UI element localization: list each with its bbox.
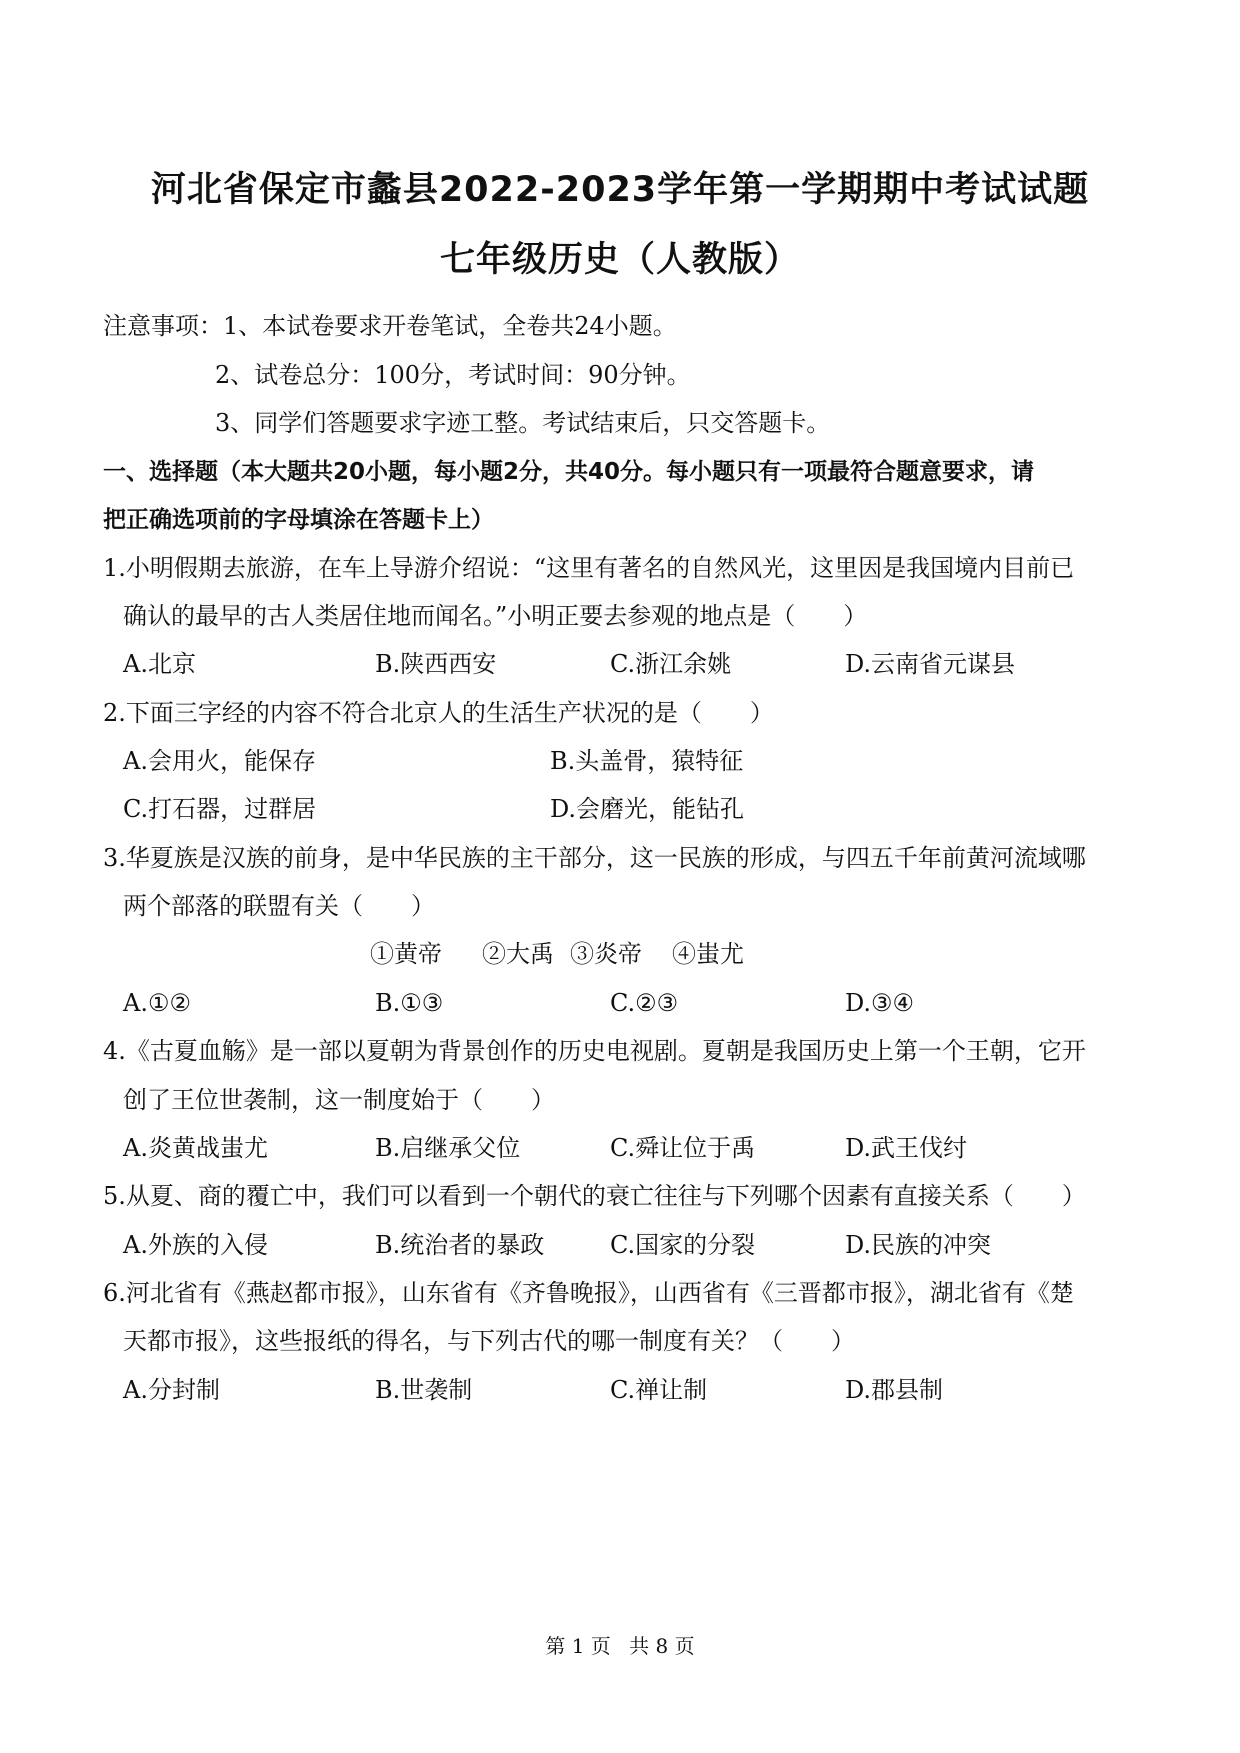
q4-option-c: C.舜让位于禹 [610,1134,756,1162]
q2-option-c: C.打石器，过群居 [123,795,317,823]
q3-item-2: ②大禹 [482,940,554,968]
q3-option-c: C.②③ [610,989,679,1017]
question-5-stem: 5.从夏、商的覆亡中，我们可以看到一个朝代的衰亡往往与下列哪个因素有直接关系（ ） [103,1182,1086,1210]
q5-option-b: B.统治者的暴政 [375,1231,545,1259]
q1-option-a: A.北京 [123,650,196,678]
question-4-stem: 4.《古夏血觞》是一部以夏朝为背景创作的历史电视剧。夏朝是我国历史上第一个王朝，它开 [103,1037,1086,1065]
q6-option-a: A.分封制 [123,1376,220,1404]
q2-option-a: A.会用火，能保存 [123,747,316,775]
question-2-stem: 2.下面三字经的内容不符合北京人的生活生产状况的是（ ） [103,699,774,727]
q3-option-b: B.①③ [375,989,444,1017]
exam-title: 河北省保定市蠡县2022-2023学年第一学期期中考试试题 [150,170,1090,210]
q3-option-d: D.③④ [845,989,915,1017]
note-3: 3、同学们答题要求字迹工整。考试结束后，只交答题卡。 [215,409,831,437]
note-2: 2、试卷总分：100分，考试时间：90分钟。 [215,361,691,389]
question-6-stem: 6.河北省有《燕赵都市报》，山东省有《齐鲁晚报》，山西省有《三晋都市报》，湖北省有《楚 [103,1279,1074,1307]
question-3-stem: 3.华夏族是汉族的前身，是中华民族的主干部分，这一民族的形成，与四五千年前黄河流域哪 [103,844,1086,872]
page-number: 第 1 页 [545,1634,611,1658]
q5-option-c: C.国家的分裂 [610,1231,756,1259]
q4-option-a: A.炎黄战蚩尤 [123,1134,268,1162]
question-3-stem-cont: 两个部落的联盟有关（ ） [123,892,435,920]
q2-option-b: B.头盖骨，猿特征 [550,747,744,775]
q6-option-b: B.世袭制 [375,1376,473,1404]
q4-option-d: D.武王伐纣 [845,1134,968,1162]
question-6-stem-cont: 天都市报》，这些报纸的得名，与下列古代的哪一制度有关？（ ） [123,1327,855,1355]
q6-option-c: C.禅让制 [610,1376,708,1404]
question-1-stem-cont: 确认的最早的古人类居住地而闻名。”小明正要去参观的地点是（ ） [123,602,868,630]
q1-option-c: C.浙江余姚 [610,650,732,678]
q1-option-b: B.陕西西安 [375,650,497,678]
q6-option-d: D.郡县制 [845,1376,944,1404]
q3-option-a: A.①② [123,989,191,1017]
note-1: 注意事项：1、本试卷要求开卷笔试，全卷共24小题。 [103,312,677,340]
section-heading-cont: 把正确选项前的字母填涂在答题卡上） [103,507,494,533]
q2-option-d: D.会磨光，能钻孔 [550,795,745,823]
q3-item-4: ④蚩尤 [672,940,744,968]
q1-option-d: D.云南省元谋县 [845,650,1016,678]
q3-item-3: ③炎帝 [570,940,642,968]
q4-option-b: B.启继承父位 [375,1134,521,1162]
q5-option-d: D.民族的冲突 [845,1231,992,1259]
q3-item-1: ①黄帝 [370,940,442,968]
page-total: 共 8 页 [629,1634,695,1658]
question-1-stem: 1.小明假期去旅游，在车上导游介绍说：“这里有著名的自然风光，这里因是我国境内目前已 [103,554,1075,582]
q5-option-a: A.外族的入侵 [123,1231,268,1259]
section-heading: 一、选择题（本大题共20小题，每小题2分，共40分。每小题只有一项最符合题意要求，请 [103,459,1035,485]
exam-subtitle: 七年级历史（人教版） [439,240,800,280]
question-4-stem-cont: 创了王位世袭制，这一制度始于（ ） [123,1086,555,1114]
page-footer [0,1630,1240,1659]
